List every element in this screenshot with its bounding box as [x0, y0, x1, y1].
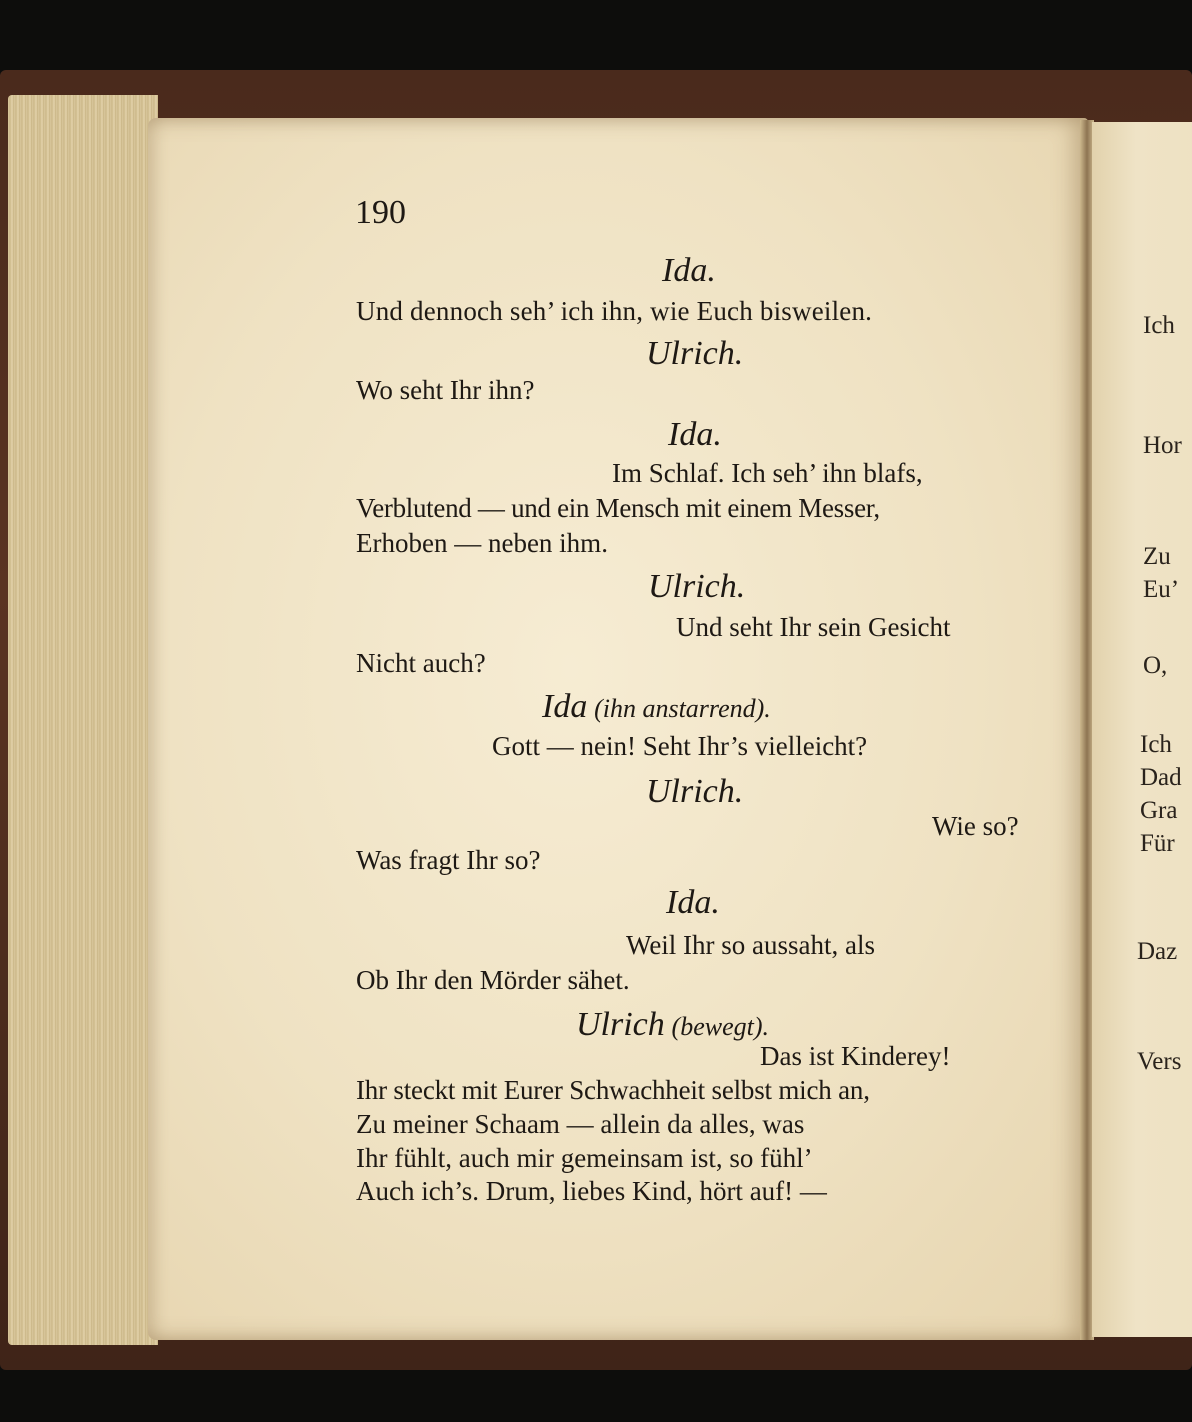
speaker-ulrich: Ulrich — [576, 1006, 665, 1043]
facing-page-fragment: Vers — [1137, 1048, 1182, 1075]
stage-direction: (bewegt). — [671, 1012, 769, 1041]
speaker-ulrich: Ulrich. — [646, 773, 744, 810]
verse-line: Was fragt Ihr so? — [356, 845, 541, 875]
facing-page-fragment: Dad — [1140, 764, 1182, 791]
speaker-with-direction — [576, 1008, 769, 1042]
speaker-ida: Ida — [542, 688, 588, 725]
verse-line: Wie so? — [932, 811, 1019, 841]
facing-page-fragment: Für — [1140, 830, 1175, 857]
verse-line: Das ist Kinderey! — [760, 1041, 951, 1071]
verse-line: Ob Ihr den Mörder sähet. — [356, 965, 630, 995]
verse-line: Weil Ihr so aussaht, als — [626, 930, 876, 960]
facing-page-fragment: Daz — [1137, 938, 1178, 965]
facing-page-fragment: Ich — [1140, 731, 1172, 758]
verse-line: Verblutend — und ein Mensch mit einem Messer, — [356, 493, 880, 523]
verse-line: Ihr fühlt, auch mir gemeinsam ist, so fühl’ — [356, 1143, 813, 1173]
speaker-ida: Ida. — [666, 884, 720, 921]
verse-line: Auch ich’s. Drum, liebes Kind, hört auf! — — [356, 1176, 827, 1206]
speaker-ulrich: Ulrich. — [646, 335, 744, 372]
verse-line: Ihr steckt mit Eurer Schwachheit selbst mich an, — [356, 1075, 870, 1105]
verse-line: Erhoben — neben ihm. — [356, 528, 608, 558]
page-number: 190 — [355, 194, 406, 231]
facing-page-fragment: O, — [1143, 652, 1168, 679]
stage-direction: (ihn anstarrend). — [594, 694, 771, 723]
facing-page-fragment: Zu — [1143, 543, 1171, 570]
verse-line: Wo seht Ihr ihn? — [356, 375, 535, 405]
page-edges — [8, 95, 158, 1345]
facing-page-fragment: Eu’ — [1143, 576, 1180, 603]
right-page-edge — [1092, 122, 1192, 1337]
facing-page-fragment: Ich — [1143, 312, 1175, 339]
facing-page-fragment: Hor — [1143, 432, 1182, 459]
speaker-with-direction — [542, 690, 771, 724]
speaker-ulrich: Ulrich. — [648, 568, 746, 605]
verse-line: Und dennoch seh’ ich ihn, wie Euch bisweilen. — [356, 296, 873, 326]
verse-line: Im Schlaf. Ich seh’ ihn blafs, — [612, 458, 923, 488]
facing-page-fragment: Gra — [1140, 797, 1178, 824]
speaker-ida: Ida. — [662, 252, 716, 289]
verse-line: Und seht Ihr sein Gesicht — [676, 612, 951, 642]
speaker-ida: Ida. — [668, 416, 722, 453]
verse-line: Nicht auch? — [356, 648, 486, 678]
verse-line: Gott — nein! Seht Ihr’s vielleicht? — [492, 731, 868, 761]
verse-line: Zu meiner Schaam — allein da alles, was — [356, 1109, 805, 1139]
